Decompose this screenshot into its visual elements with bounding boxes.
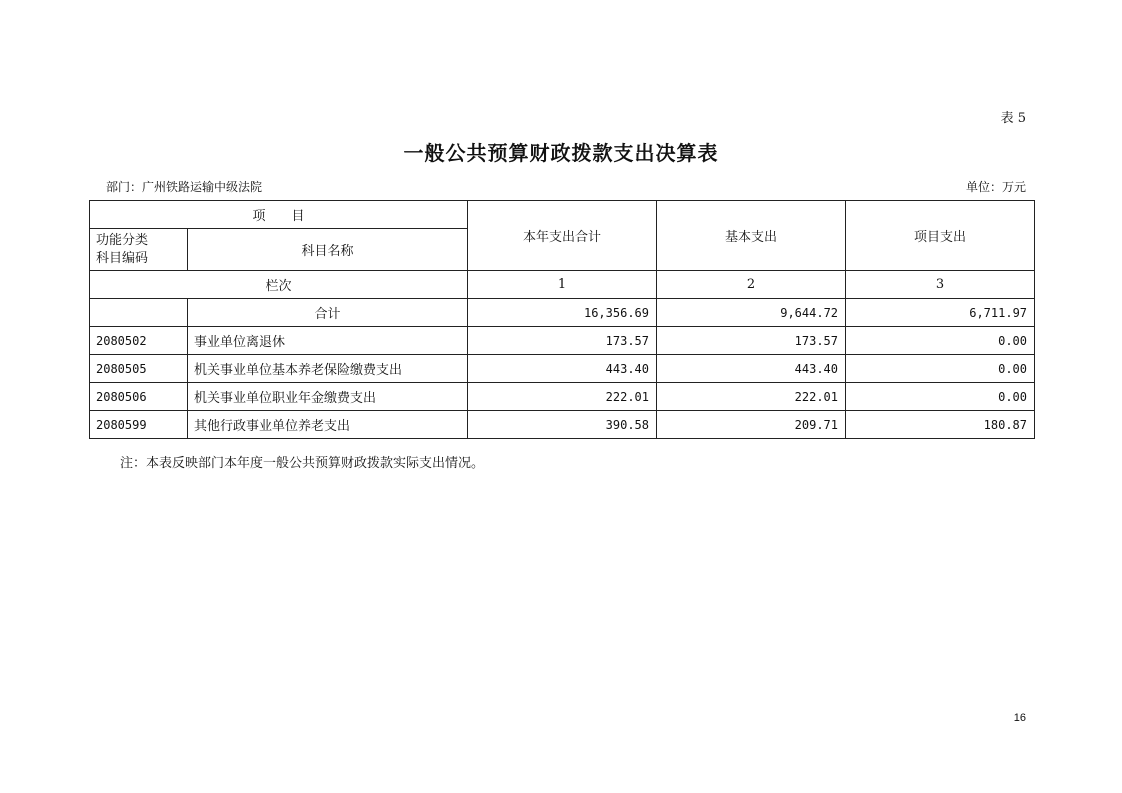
- row-basic: 209.71: [657, 411, 846, 439]
- row-total: 173.57: [468, 327, 657, 355]
- table-row: [90, 383, 1035, 411]
- index-total: 1: [468, 271, 657, 299]
- sum-label: 合计: [188, 299, 468, 327]
- code-header-line1: 功能分类: [96, 232, 149, 248]
- unit-label: 单位：万元: [965, 180, 1026, 194]
- sum-project: 6,711.97: [846, 299, 1035, 327]
- code-header-line2: 科目编码: [96, 250, 149, 266]
- row-project: 0.00: [846, 383, 1035, 411]
- name-header: 科目名称: [188, 229, 468, 271]
- code-header: [90, 229, 188, 271]
- table-number: 表 5: [1000, 111, 1026, 126]
- index-label: 栏次: [90, 271, 468, 299]
- page-title: 一般公共预算财政拨款支出决算表: [403, 141, 719, 165]
- row-basic: 173.57: [657, 327, 846, 355]
- budget-table: [89, 200, 1035, 439]
- item-header: 项 目: [90, 201, 468, 229]
- row-name: 机关事业单位基本养老保险缴费支出: [188, 355, 468, 383]
- sum-total: 16,356.69: [468, 299, 657, 327]
- index-project: 3: [846, 271, 1035, 299]
- header-row-1: [90, 201, 1035, 229]
- department-label: 部门：广州铁路运输中级法院: [106, 180, 263, 194]
- row-project: 0.00: [846, 355, 1035, 383]
- row-name: 其他行政事业单位养老支出: [188, 411, 468, 439]
- row-total: 222.01: [468, 383, 657, 411]
- row-name: 事业单位离退休: [188, 327, 468, 355]
- sum-code-cell: [90, 299, 188, 327]
- table-row: [90, 411, 1035, 439]
- index-basic: 2: [657, 271, 846, 299]
- row-project: 180.87: [846, 411, 1035, 439]
- row-name: 机关事业单位职业年金缴费支出: [188, 383, 468, 411]
- sum-row: [90, 299, 1035, 327]
- row-total: 390.58: [468, 411, 657, 439]
- footnote: 注：本表反映部门本年度一般公共预算财政拨款实际支出情况。: [120, 456, 485, 471]
- row-total: 443.40: [468, 355, 657, 383]
- col-header-basic: 基本支出: [657, 201, 846, 271]
- table-row: [90, 327, 1035, 355]
- row-code: 2080506: [90, 383, 188, 411]
- row-project: 0.00: [846, 327, 1035, 355]
- table-row: [90, 355, 1035, 383]
- row-code: 2080599: [90, 411, 188, 439]
- row-basic: 222.01: [657, 383, 846, 411]
- col-header-total: 本年支出合计: [468, 201, 657, 271]
- page-number: 16: [1013, 712, 1026, 724]
- row-code: 2080502: [90, 327, 188, 355]
- sum-basic: 9,644.72: [657, 299, 846, 327]
- row-code: 2080505: [90, 355, 188, 383]
- col-header-project: 项目支出: [846, 201, 1035, 271]
- index-row: [90, 271, 1035, 299]
- row-basic: 443.40: [657, 355, 846, 383]
